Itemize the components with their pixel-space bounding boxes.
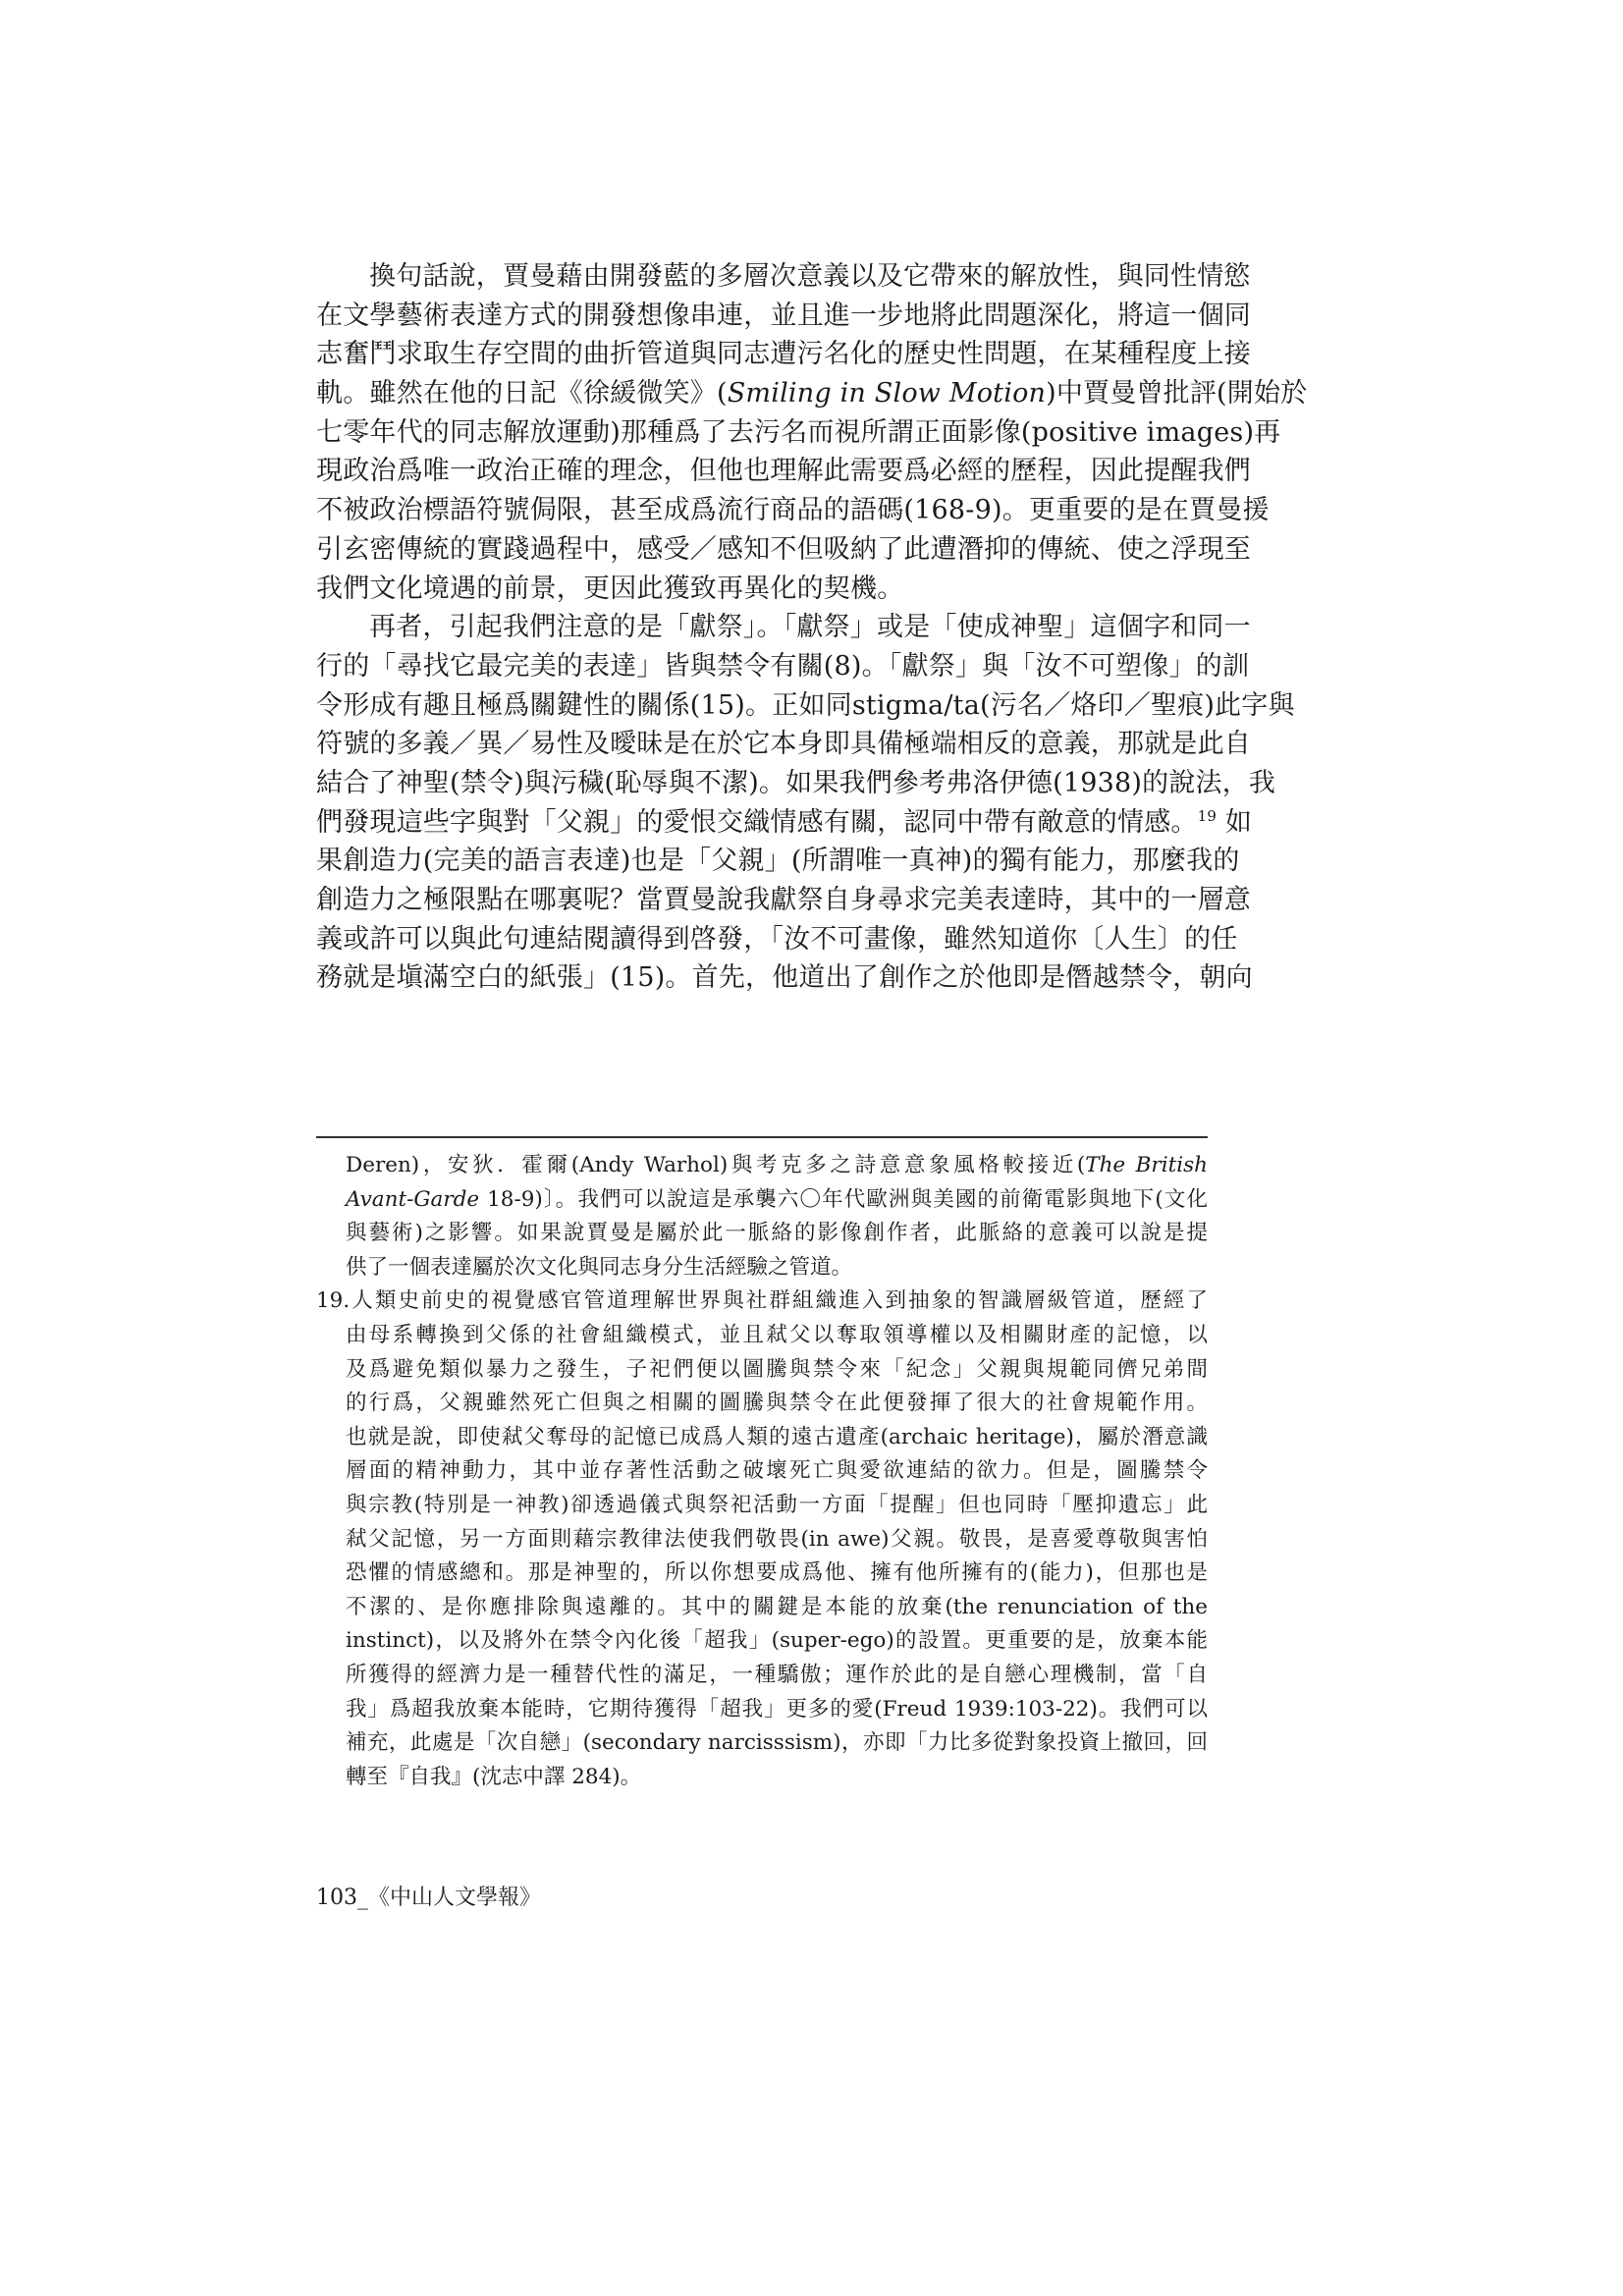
body-line: 果創造力(完美的語言表達)也是「父親」(所謂唯一真神)的獨有能力，那麼我的 [316,846,1240,877]
body-text-span: 軌。雖然在他的日記《徐緩微笑》( [316,378,728,410]
body-line: 行的「尋找它最完美的表達」皆與禁令有關(8)。「獻祭」與「汝不可塑像」的訓 [316,650,1250,682]
body-text-span: 如 [1217,806,1253,838]
book-title-italic: The British [1085,1153,1208,1177]
body-line: 現政治爲唯一政治正確的理念，但他也理解此需要爲必經的歷程，因此提醒我們 [316,456,1251,487]
body-line: 我們文化境遇的前景，更因此獲致再異化的契機。 [316,573,904,604]
footnote-line: 與宗教(特別是一神教)卻透過儀式與祭祀活動一方面「提醒」但也同時「壓抑遺忘」此 [346,1492,1208,1517]
footnote-line [316,1149,1208,1183]
footnotes [316,1149,1208,1794]
body-line: 務就是塡滿空白的紙張」(15)。首先，他道出了創作之於他即是僭越禁令，朝向 [316,962,1253,994]
footnote-line: 及爲避免類似暴力之發生，子祀們便以圖騰與禁令來「紀念」父親與規範同儕兄弟間 [346,1356,1208,1382]
book-title-italic: Avant-Garde [346,1186,480,1212]
body-line: 義或許可以與此句連結閱讀得到啓發，「汝不可畫像，雖然知道你〔人生〕的任 [316,923,1238,955]
body-line: 令形成有趣且極爲關鍵性的關係(15)。正如同stigma/ta(污名／烙印／聖痕)此字與 [316,689,1295,721]
footnote-text-span: 18-9)〕。我們可以說這是承襲六〇年代歐洲與美國的前衛電影與地下(文化 [479,1186,1208,1212]
footnote-line [316,1183,1208,1218]
footnote-text-span: Deren)，安狄．霍爾(Andy Warhol)與考克多之詩意意象風格較接近( [346,1153,1086,1177]
footnote-line: 與藝術)之影響。如果說賈曼是屬於此一脈絡的影像創作者，此脈絡的意義可以說是提 [346,1221,1208,1246]
body-line: 志奮鬥求取生存空間的曲折管道與同志遭污名化的歷史性問題，在某種程度上接 [316,339,1251,370]
body-line [316,803,1253,843]
body-line: 換句話說，賈曼藉由開發藍的多層次意義以及它帶來的解放性，與同性情慾 [369,261,1251,292]
footnote-line: 恐懼的情感總和。那是神聖的，所以你想要成爲他、擁有他所擁有的(能力)，但那也是 [346,1560,1208,1586]
body-line: 引玄密傳統的實踐過程中，感受／感知不但吸納了此遭潛抑的傳統、使之浮現至 [316,533,1251,565]
body-text-span: 們發現這些字與對「父親」的愛恨交織情感有關，認同中帶有敵意的情感。 [316,806,1198,838]
body-text-span: )中賈曼曾批評(開始於 [1046,378,1308,410]
body-line: 七零年代的同志解放運動)那種爲了去污名而視所謂正面影像(positive images)再 [316,416,1281,448]
footnote-line: 的行爲，父親雖然死亡但與之相關的圖騰與禁令在此便發揮了很大的社會規範作用。 [346,1391,1208,1416]
body-line [316,374,1308,413]
body-line: 結合了神聖(禁令)與污穢(恥辱與不潔)。如果我們參考弗洛伊德(1938)的說法，我 [316,767,1276,798]
body-line: 創造力之極限點在哪裏呢？當賈曼說我獻祭自身尋求完美表達時，其中的一層意 [316,885,1251,915]
footnote-line: 層面的精神動力，其中並存著性活動之破壞死亡與愛欲連結的欲力。但是，圖騰禁令 [346,1458,1208,1484]
footnote-line: 轉至『自我』(沈志中譯 284)。 [346,1764,642,1789]
body-line: 在文學藝術表達方式的開發想像串連，並且進一步地將此問題深化，將這一個同 [316,300,1251,331]
body-line: 再者，引起我們注意的是「獻祭」。「獻祭」或是「使成神聖」這個字和同一 [369,612,1251,643]
footnote-separator [316,1136,1208,1138]
footnote-line: 也就是說，即使弒父奪母的記憶已成爲人類的遠古遺產(archaic heritage)，屬於潛意識 [346,1424,1208,1449]
footnote-line: 所獲得的經濟力是一種替代性的滿足，一種驕傲；運作於此的是自戀心理機制，當「自 [346,1662,1208,1687]
footnote-marker[interactable]: 19 [1197,806,1217,825]
footnote-line: 由母系轉換到父係的社會組織模式，並且弒父以奪取領導權以及相關財產的記憶，以 [346,1322,1208,1347]
footnote-line: instinct)，以及將外在禁令內化後「超我」(super-ego)的設置。更重要的是，放棄本能 [346,1628,1208,1654]
footnote-line: 供了一個表達屬於次文化與同志身分生活經驗之管道。 [346,1254,853,1280]
book-title-italic: Smiling in Slow Motion [727,378,1047,410]
footnote-line: 補充，此處是「次自戀」(secondary narcisssism)，亦即「力比多從對象投資上撤回，回 [346,1730,1208,1756]
body-line: 不被政治標語符號侷限，甚至成爲流行商品的語碼(168-9)。更重要的是在賈曼援 [316,495,1270,526]
footnote-line: 不潔的、是你應排除與遠離的。其中的關鍵是本能的放棄(the renunciation of the [346,1594,1208,1619]
page-footer: 103_《中山人文學報》 [316,1886,541,1910]
footnote-line: 弒父記憶，另一方面則藉宗教律法使我們敬畏(in awe)父親。敬畏，是喜愛尊敬與害怕 [346,1526,1208,1552]
footnote-line: 19.人類史前史的視覺感官管道理解世界與社群組織進入到抽象的智識層級管道，歷經了 [316,1288,1208,1314]
footnote-line: 我」爲超我放棄本能時，它期待獲得「超我」更多的愛(Freud 1939:103-22)。我們可以 [346,1696,1208,1722]
body-line: 符號的多義／異／易性及曖昧是在於它本身即具備極端相反的意義，那就是此自 [316,729,1251,760]
main-body-text [316,257,1308,998]
